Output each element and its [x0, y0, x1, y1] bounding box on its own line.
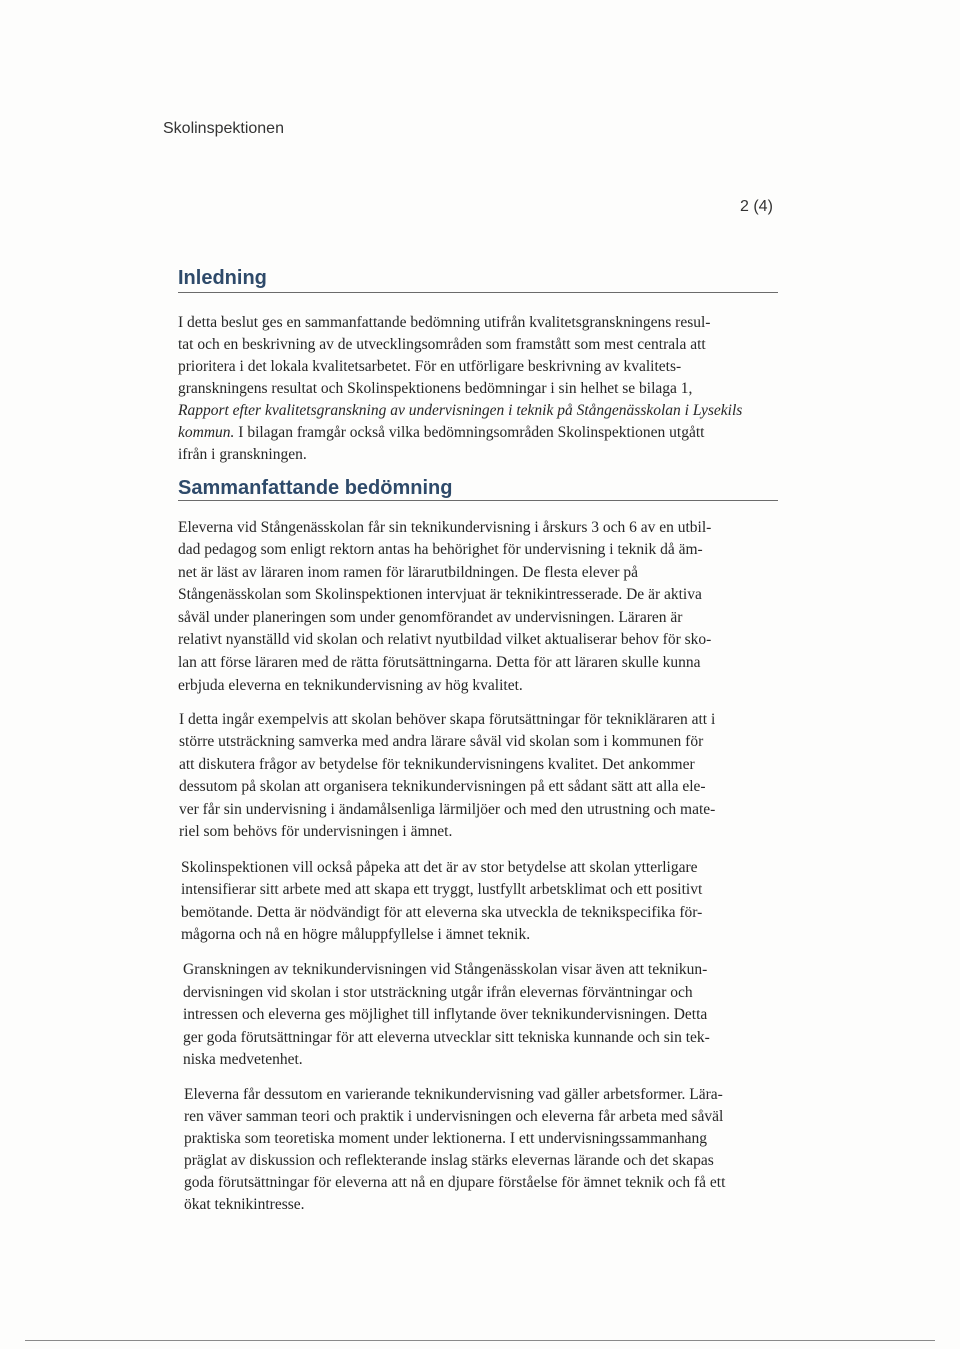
text-line: I detta ingår exempelvis att skolan behöver skapa förutsättningar för teknikläraren att i [179, 711, 716, 728]
text-line: präglat av diskussion och reflekterande inslag stärks elevernas lärande och det skapas [184, 1152, 714, 1169]
paragraph-summary-4 [183, 959, 710, 1072]
text-line: Eleverna vid Stångenässkolan får sin teknikundervisning i årskurs 3 och 6 av en utbil- [178, 519, 712, 536]
text-line: I detta beslut ges en sammanfattande bedömning utifrån kvalitetsgranskningens resul- [178, 314, 711, 331]
text-line: relativt nyanställd vid skolan och relativt nyutbildad vilket aktualiserar behov för sko- [178, 631, 712, 649]
text-line: ger goda förutsättningar för att eleverna utvecklar sitt tekniska kunnande och sin tek- [183, 1028, 710, 1046]
text-line: Skolinspektionen vill också påpeka att det är av stor betydelse att skolan ytterligare [181, 859, 698, 876]
section-heading-sammanfattande-bedomning: Sammanfattande bedömning [178, 477, 453, 499]
text-line: riel som behövs för undervisningen i ämnet. [179, 822, 453, 840]
text-line: lan att förse läraren med de rätta förutsättningarna. Detta för att läraren skulle kunna [178, 653, 701, 671]
paragraph-summary-1 [178, 517, 711, 697]
organization-name: Skolinspektionen [163, 120, 284, 137]
text-line: erbjuda eleverna en teknikundervisning av hög kvalitet. [178, 676, 523, 694]
text-line: större utsträckning samverka med andra lärare såväl vid skolan som i kommunen för [179, 733, 704, 751]
text-line: granskningens resultat och Skolinspektionens bedömningar i sin helhet se bilaga 1, [178, 380, 693, 397]
text-line: ver får sin undervisning i ändamålsenliga lärmiljöer och med den utrustning och mate- [179, 800, 716, 818]
text-line: dessutom på skolan att organisera teknikundervisningen på ett sådant sätt att alla ele- [179, 778, 706, 796]
footer-divider [25, 1340, 935, 1341]
heading-underline [178, 292, 778, 293]
paragraph-introduction [178, 312, 742, 466]
paragraph-summary-3 [181, 857, 702, 947]
page-number: 2 (4) [740, 198, 773, 215]
report-title-end: kommun. [178, 424, 235, 441]
text-line: net är läst av läraren inom ramen för lärarutbildningen. De flesta elever på [178, 563, 639, 581]
text-line: ökat teknikintresse. [184, 1196, 305, 1213]
text-line: ren väver samman teori och praktik i undervisningen och eleverna får arbeta med såväl [184, 1108, 724, 1125]
text-line: såväl under planeringen som under genomförandet av undervisningen. Läraren är [178, 608, 683, 626]
heading-underline [178, 500, 778, 501]
text-line: Eleverna får dessutom en varierande teknikundervisning vad gäller arbetsformer. Lära- [184, 1086, 723, 1103]
text-line: goda förutsättningar för eleverna att nå en djupare förståelse för ämnet teknik och få ett [184, 1174, 726, 1191]
section-heading-inledning: Inledning [178, 267, 267, 289]
text-line: intensifierar sitt arbete med att skapa ett tryggt, lustfyllt arbetsklimat och ett positivt [181, 881, 703, 899]
text-line: prioritera i det lokala kvalitetsarbetet. För en utförligare beskrivning av kvalitets- [178, 358, 682, 375]
text-line: att diskutera frågor av betydelse för teknikundervisningens kvalitet. Det ankommer [179, 755, 695, 773]
text-line: dervisningen vid skolan i stor utsträckning utgår ifrån elevernas förväntningar och [183, 983, 693, 1001]
text-line: dad pedagog som enligt rektorn antas ha behörighet för undervisning i teknik då äm- [178, 541, 703, 558]
paragraph-summary-5 [184, 1084, 725, 1216]
text-line: praktiska som teoretiska moment under lektionerna. I ett undervisningssammanhang [184, 1130, 707, 1147]
text-line: bemötande. Detta är nödvändigt för att eleverna ska utveckla de teknikspecifika för- [181, 903, 703, 921]
text-line: intressen och eleverna ges möjlighet till inflytande över teknikundervisningen. Detta [183, 1006, 708, 1023]
text-line: ifrån i granskningen. [178, 446, 307, 463]
text-line: Stångenässkolan som Skolinspektionen intervjuat är teknikintresserade. De är aktiva [178, 586, 702, 604]
paragraph-summary-2 [179, 709, 715, 843]
text-line: tat och en beskrivning av de utvecklingsområden som framstått som mest centrala att [178, 336, 706, 353]
text-line [178, 422, 742, 444]
text-line: niska medvetenhet. [183, 1051, 303, 1068]
text-segment: I bilagan framgår också vilka bedömningsområden Skolinspektionen utgått [234, 424, 705, 441]
text-line: mågorna och nå en högre måluppfyllelse i ämnet teknik. [181, 926, 531, 944]
text-line: Granskningen av teknikundervisningen vid Stångenässkolan visar även att teknikun- [183, 961, 708, 978]
text-line-report-title: Rapport efter kvalitetsgranskning av undervisningen i teknik på Stångenässkolan i Lysekils [178, 402, 743, 419]
